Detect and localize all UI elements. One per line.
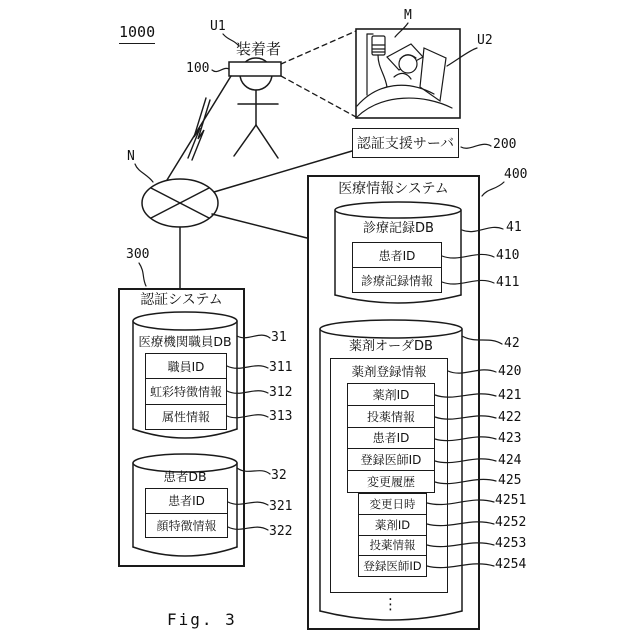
ref-410: 410 [496, 248, 520, 263]
ref-4251: 4251 [495, 493, 527, 508]
ref-31: 31 [271, 330, 287, 345]
record-db-name: 診療記録DB [363, 221, 434, 236]
field-iris-feature: 虹彩特徴情報 [146, 378, 226, 403]
med-info-system-title: 医療情報システム [338, 181, 449, 197]
ref-400: 400 [504, 167, 528, 182]
auth-support-server-box [352, 128, 459, 158]
hmd-band [229, 62, 281, 76]
auth-support-server-label: 認証支援サーバ [356, 136, 455, 152]
field-change-history: 変更履歴 [348, 470, 434, 492]
ref-300: 300 [126, 247, 150, 262]
bedside-scene [356, 29, 460, 118]
field-doctor-id: 登録医師ID [348, 448, 434, 470]
field-change-datetime: 変更日時 [369, 496, 416, 511]
figure-caption: Fig. 3 [167, 610, 237, 629]
label-u2: U2 [477, 33, 493, 48]
staff-db-fields [145, 353, 227, 430]
field-drug-id: 薬剤ID [372, 387, 410, 402]
record-db-fields [352, 242, 442, 293]
field-order-patient-id: 患者ID [348, 427, 434, 449]
ref-420: 420 [498, 364, 522, 379]
auth-system-title: 認証システム [140, 292, 223, 308]
order-db-name: 薬剤オーダDB [349, 339, 433, 354]
ref-4254: 4254 [495, 557, 527, 572]
field-face-feature: 顔特徴情報 [146, 513, 227, 538]
ref-422: 422 [498, 410, 522, 425]
field-hist-doctor-id: 登録医師ID [359, 555, 426, 576]
ref-311: 311 [269, 360, 293, 375]
label-u1: U1 [210, 19, 226, 34]
link-wearer-network [167, 76, 231, 180]
field-rec-patient-id: 患者ID [378, 248, 416, 263]
ref-200: 200 [493, 137, 517, 152]
figure-ref-1000: 1000 [119, 24, 155, 44]
field-staff-id: 職員ID [167, 359, 205, 374]
field-patient-id: 患者ID [168, 494, 205, 509]
ref-421: 421 [498, 388, 522, 403]
ref-42: 42 [504, 336, 520, 351]
link-network-medsys [212, 214, 307, 238]
ref-321: 321 [269, 499, 293, 514]
drug-registration-title: 薬剤登録情報 [351, 364, 427, 379]
ref-424: 424 [498, 453, 522, 468]
ref-4253: 4253 [495, 536, 527, 551]
label-n: N [127, 149, 135, 164]
ref-313: 313 [269, 409, 293, 424]
ref-312: 312 [269, 385, 293, 400]
ref-322: 322 [269, 524, 293, 539]
ref-425: 425 [498, 473, 522, 488]
field-rec-info: 診療記録情報 [353, 267, 441, 292]
staff-db-name: 医療機関職員DB [138, 334, 232, 349]
label-m: M [404, 8, 412, 23]
wearer-figure-icon [229, 58, 281, 158]
field-hist-drug-id: 薬剤ID [359, 514, 426, 535]
network-node-icon [142, 179, 218, 227]
patient-db-fields [145, 488, 228, 538]
ref-411: 411 [496, 275, 520, 290]
field-attribute: 属性情報 [146, 404, 226, 429]
ref-32: 32 [271, 468, 287, 483]
ref-423: 423 [498, 431, 522, 446]
ref-100: 100 [186, 61, 210, 76]
patient-db-name: 患者DB [163, 469, 207, 484]
gaze-lines [281, 31, 356, 117]
field-hist-dosing-info: 投薬情報 [359, 535, 426, 556]
order-db-ellipsis: ⋮ [383, 595, 398, 613]
change-history-fields [358, 493, 427, 577]
drug-registration-fields [347, 383, 435, 493]
ref-4252: 4252 [495, 515, 527, 530]
field-dosing-info: 投薬情報 [348, 405, 434, 427]
ref-41: 41 [506, 220, 522, 235]
wearer-label: 装着者 [236, 40, 282, 58]
